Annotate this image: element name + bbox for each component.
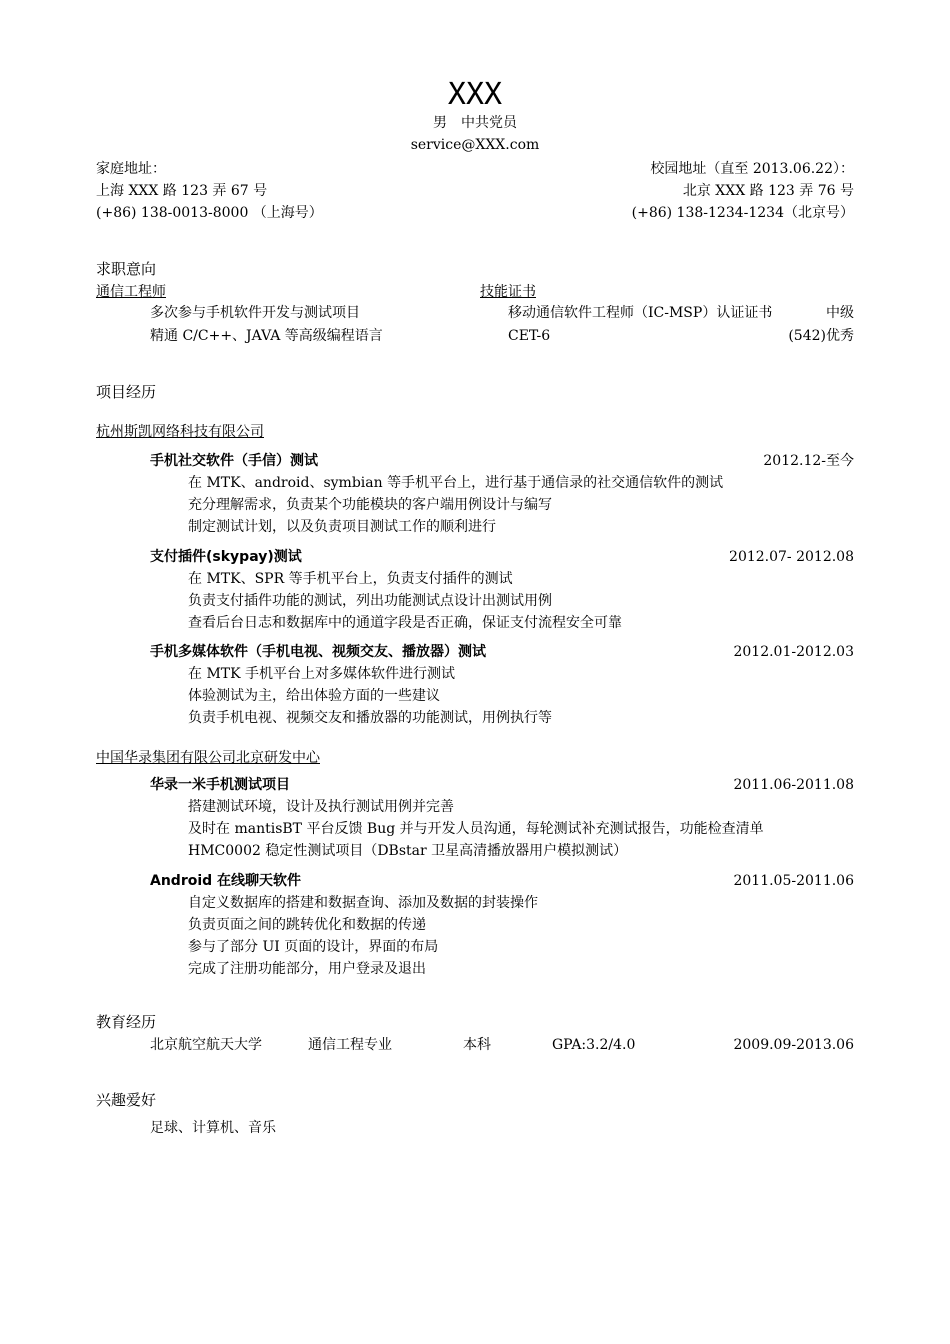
project-title: 手机社交软件（手信）测试 (150, 453, 318, 469)
email: service@XXX.com (410, 137, 540, 153)
project-date: 2011.05-2011.06 (733, 873, 854, 889)
cert-name: CET-6 (508, 328, 551, 344)
project-line: 负责支付插件功能的测试，列出功能测试点设计出测试用例 (188, 593, 552, 609)
project-title: Android 在线聊天软件 (150, 873, 302, 889)
project-date: 2011.06-2011.08 (733, 777, 854, 793)
project-title: 手机多媒体软件（手机电视、视频交友、播放器）测试 (150, 644, 486, 660)
cert-title: 技能证书 (480, 284, 536, 300)
campus-phone: (+86) 138-1234-1234（北京号） (631, 205, 854, 221)
education-major: 通信工程专业 (308, 1037, 392, 1053)
project-line: 完成了注册功能部分，用户登录及退出 (188, 961, 426, 977)
company-name: 中国华录集团有限公司北京研发中心 (96, 750, 320, 766)
home-address: 上海 XXX 路 123 弄 67 号 (96, 183, 268, 199)
project-line: 负责手机电视、视频交友和播放器的功能测试，用例执行等 (188, 710, 552, 726)
project-line: 在 MTK、SPR 等手机平台上，负责支付插件的测试 (188, 571, 513, 587)
project-date: 2012.01-2012.03 (733, 644, 854, 660)
gender-party: 男 中共党员 (433, 115, 517, 131)
company-name: 杭州斯凯网络科技有限公司 (96, 424, 264, 440)
objective-line: 精通 C/C++、JAVA 等高级编程语言 (150, 328, 383, 344)
project-line: 体验测试为主，给出体验方面的一些建议 (188, 688, 440, 704)
project-line: 在 MTK、android、symbian 等手机平台上，进行基于通信录的社交通信软件的测试 (188, 475, 724, 491)
section-title-projects: 项目经历 (96, 383, 157, 401)
education-school: 北京航空航天大学 (150, 1037, 262, 1053)
project-line: 充分理解需求，负责某个功能模块的客户端用例设计与编写 (188, 497, 552, 513)
education-date: 2009.09-2013.06 (733, 1037, 854, 1053)
cert-name: 移动通信软件工程师（IC-MSP）认证证书 (508, 305, 773, 321)
section-title-education: 教育经历 (96, 1013, 157, 1031)
objective-line: 多次参与手机软件开发与测试项目 (150, 305, 360, 321)
project-line: 制定测试计划，以及负责项目测试工作的顺利进行 (188, 519, 496, 535)
project-line: 搭建测试环境，设计及执行测试用例并完善 (188, 799, 454, 815)
project-title: 华录一米手机测试项目 (150, 777, 290, 793)
project-line: 在 MTK 手机平台上对多媒体软件进行测试 (188, 666, 456, 682)
objective-position: 通信工程师 (96, 284, 166, 300)
project-line: HMC0002 稳定性测试项目（DBstar 卫星高清播放器用户模拟测试） (188, 843, 628, 859)
home-address-label: 家庭地址： (96, 161, 166, 177)
project-line: 参与了部分 UI 页面的设计，界面的布局 (188, 939, 439, 955)
project-line: 查看后台日志和数据库中的通道字段是否正确，保证支付流程安全可靠 (188, 615, 622, 631)
project-title: 支付插件(skypay)测试 (150, 549, 302, 565)
project-line: 自定义数据库的搭建和数据查询、添加及数据的封装操作 (188, 895, 538, 911)
home-phone: (+86) 138-0013-8000 （上海号） (96, 205, 323, 221)
education-degree: 本科 (463, 1037, 491, 1053)
hobbies-text: 足球、计算机、音乐 (150, 1120, 276, 1136)
project-date: 2012.12-至今 (763, 453, 854, 469)
project-date: 2012.07- 2012.08 (729, 549, 854, 565)
cert-level: 中级 (826, 305, 854, 321)
education-gpa: GPA:3.2/4.0 (552, 1037, 636, 1053)
candidate-name: XXX (447, 77, 503, 112)
campus-address-label: 校园地址（直至 2013.06.22）： (650, 161, 854, 177)
section-title-objective: 求职意向 (96, 260, 157, 278)
section-title-hobbies: 兴趣爱好 (96, 1091, 157, 1109)
campus-address: 北京 XXX 路 123 弄 76 号 (682, 183, 854, 199)
cert-level: (542)优秀 (788, 328, 854, 344)
project-line: 及时在 mantisBT 平台反馈 Bug 并与开发人员沟通，每轮测试补充测试报告，功能检查清单 (188, 821, 764, 837)
project-line: 负责页面之间的跳转优化和数据的传递 (188, 917, 426, 933)
